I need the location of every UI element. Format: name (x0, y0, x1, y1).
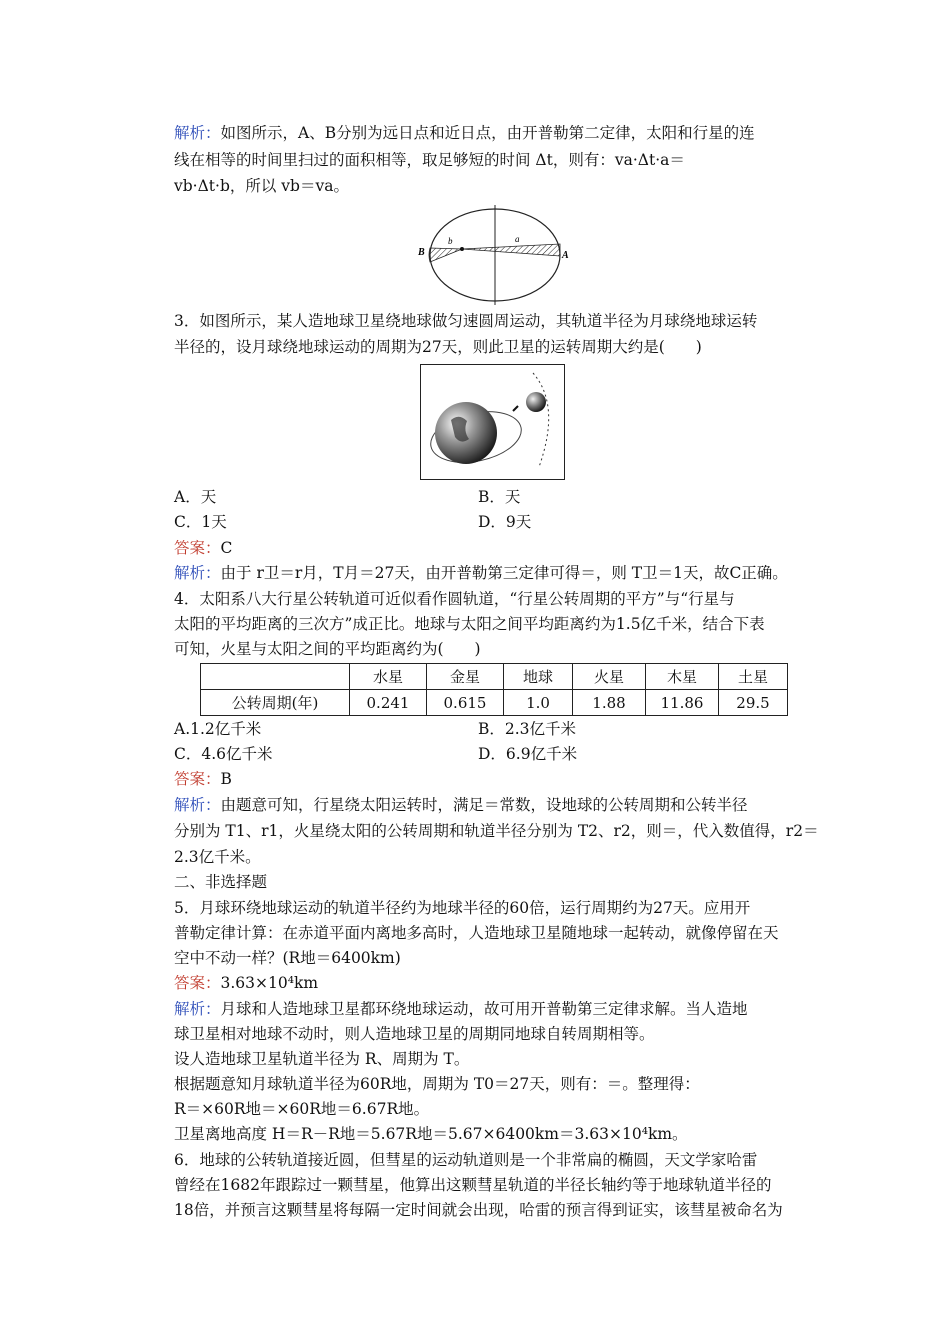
q4-line2: 太阳的平均距离的三次方”成正比。地球与太阳之间平均距离约为1.5亿千米，结合下表 (174, 615, 765, 633)
q4-option-a[interactable]: A.1.2亿千米 (174, 720, 262, 738)
q5-analysis-line2: 球卫星相对地球不动时，则人造地球卫星的周期同地球自转周期相等。 (174, 1025, 655, 1043)
q4-analysis-line2: 分别为 T1、r1，火星绕太阳的公转周期和轨道半径分别为 T2、r2，则＝，代入数值得，r2＝ (174, 822, 819, 840)
analysis-text: 由于 r卫＝r月，T月＝27天，由开普勒第三定律可得＝，则 T卫＝1天，故C正确。 (220, 564, 788, 582)
table-header-cell: 地球 (504, 664, 573, 690)
table-header-cell: 火星 (573, 664, 646, 690)
table-cell: 0.615 (427, 690, 504, 716)
q3-analysis (174, 563, 788, 583)
earth-moon-illustration (421, 365, 564, 479)
analysis-text: 由题意可知，行星绕太阳运转时，满足＝常数，设地球的公转周期和公转半径 (220, 796, 748, 814)
answer-value: 3.63×10⁴km (220, 974, 319, 992)
q5-analysis-line5: R＝×60R地＝×60R地＝6.67R地。 (174, 1100, 430, 1118)
q4-option-b[interactable]: B．2.3亿千米 (478, 720, 577, 738)
table-header-cell: 金星 (427, 664, 504, 690)
answer-value: B (220, 770, 232, 788)
q3-option-a[interactable]: A．天 (174, 488, 217, 506)
analysis-label: 解析： (174, 124, 221, 142)
q6-line3: 18倍，并预言这颗彗星将每隔一定时间就会出现，哈雷的预言得到证实，该彗星被命名为 (174, 1201, 783, 1219)
earth-satellite-figure (420, 364, 565, 480)
label-b: b (448, 236, 453, 246)
q3-line2: 半径的，设月球绕地球运动的周期为27天，则此卫星的运转周期大约是( ) (174, 338, 702, 356)
q5-analysis-line6: 卫星离地高度 H＝R－R地＝5.67R地＝5.67×6400km＝3.63×10⁴km。 (174, 1125, 688, 1143)
label-a: a (515, 234, 520, 244)
q5-line2: 普勒定律计算：在赤道平面内离地多高时，人造地球卫星随地球一起转动，就像停留在天 (174, 924, 779, 942)
table-header-row (201, 664, 788, 690)
answer-label: 答案： (174, 770, 221, 788)
q6-line2: 曾经在1682年跟踪过一颗彗星，他算出这颗彗星轨道的半径长轴约等于地球轨道半径的 (174, 1176, 772, 1194)
table-cell: 1.88 (573, 690, 646, 716)
q4-line1: 4．太阳系八大行星公转轨道可近似看作圆轨道，“行星公转周期的平方”与“行星与 (174, 590, 735, 608)
q2-analysis-line2: 线在相等的时间里扫过的面积相等，取足够短的时间 Δt，则有：va·Δt·a＝ (174, 151, 685, 169)
q3-option-d[interactable]: D．9天 (478, 513, 532, 531)
q3-option-c[interactable]: C．1天 (174, 513, 227, 531)
q2-analysis-line1 (174, 123, 755, 143)
q3-option-b[interactable]: B．天 (478, 488, 521, 506)
table-header-cell: 土星 (719, 664, 788, 690)
q4-option-d[interactable]: D．6.9亿千米 (478, 745, 578, 763)
answer-label: 答案： (174, 974, 221, 992)
q5-analysis-line1 (174, 999, 748, 1019)
q5-answer (174, 973, 318, 993)
q4-option-c[interactable]: C．4.6亿千米 (174, 745, 273, 763)
analysis-label: 解析： (174, 1000, 221, 1018)
analysis-label: 解析： (174, 796, 221, 814)
q2-analysis-line3: vb·Δt·b，所以 vb＝va。 (174, 177, 349, 195)
q5-line1: 5．月球环绕地球运动的轨道半径约为地球半径的60倍，运行周期约为27天。应用开 (174, 899, 751, 917)
analysis-text: 月球和人造地球卫星都环绕地球运动，故可用开普勒第三定律求解。当人造地 (220, 1000, 748, 1018)
table-header-cell: 水星 (350, 664, 427, 690)
q3-line1: 3．如图所示，某人造地球卫星绕地球做匀速圆周运动，其轨道半径为月球绕地球运转 (174, 312, 758, 330)
table-header-cell (201, 664, 350, 690)
q4-analysis-line1 (174, 795, 748, 815)
table-row (201, 690, 788, 716)
label-b-point: B (418, 247, 425, 258)
q4-analysis-line3: 2.3亿千米。 (174, 848, 261, 866)
table-cell: 1.0 (504, 690, 573, 716)
q5-analysis-line4: 根据题意知月球轨道半径为60R地，周期为 T0＝27天，则有：＝。整理得： (174, 1075, 700, 1093)
table-header-cell: 木星 (646, 664, 719, 690)
q2-analysis-text1: 如图所示，A、B分别为远日点和近日点，由开普勒第二定律，太阳和行星的连 (220, 124, 755, 142)
label-a-point: A (562, 250, 569, 261)
section-heading: 二、非选择题 (174, 873, 268, 891)
table-row-label: 公转周期(年) (201, 690, 350, 716)
q3-answer (174, 538, 232, 558)
analysis-label: 解析： (174, 564, 221, 582)
ellipse-orbit-figure (410, 200, 580, 310)
answer-label: 答案： (174, 539, 221, 557)
q6-line1: 6．地球的公转轨道接近圆，但彗星的运动轨道则是一个非常扁的椭圆，天文学家哈雷 (174, 1151, 758, 1169)
table-cell: 29.5 (719, 690, 788, 716)
answer-value: C (220, 539, 233, 557)
period-table (200, 663, 788, 716)
q4-answer (174, 769, 232, 789)
table-cell: 11.86 (646, 690, 719, 716)
q5-analysis-line3: 设人造地球卫星轨道半径为 R、周期为 T。 (174, 1050, 470, 1068)
q4-line3: 可知，火星与太阳之间的平均距离约为( ) (174, 640, 481, 658)
table-cell: 0.241 (350, 690, 427, 716)
q5-line3: 空中不动一样？(R地＝6400km) (174, 949, 401, 967)
